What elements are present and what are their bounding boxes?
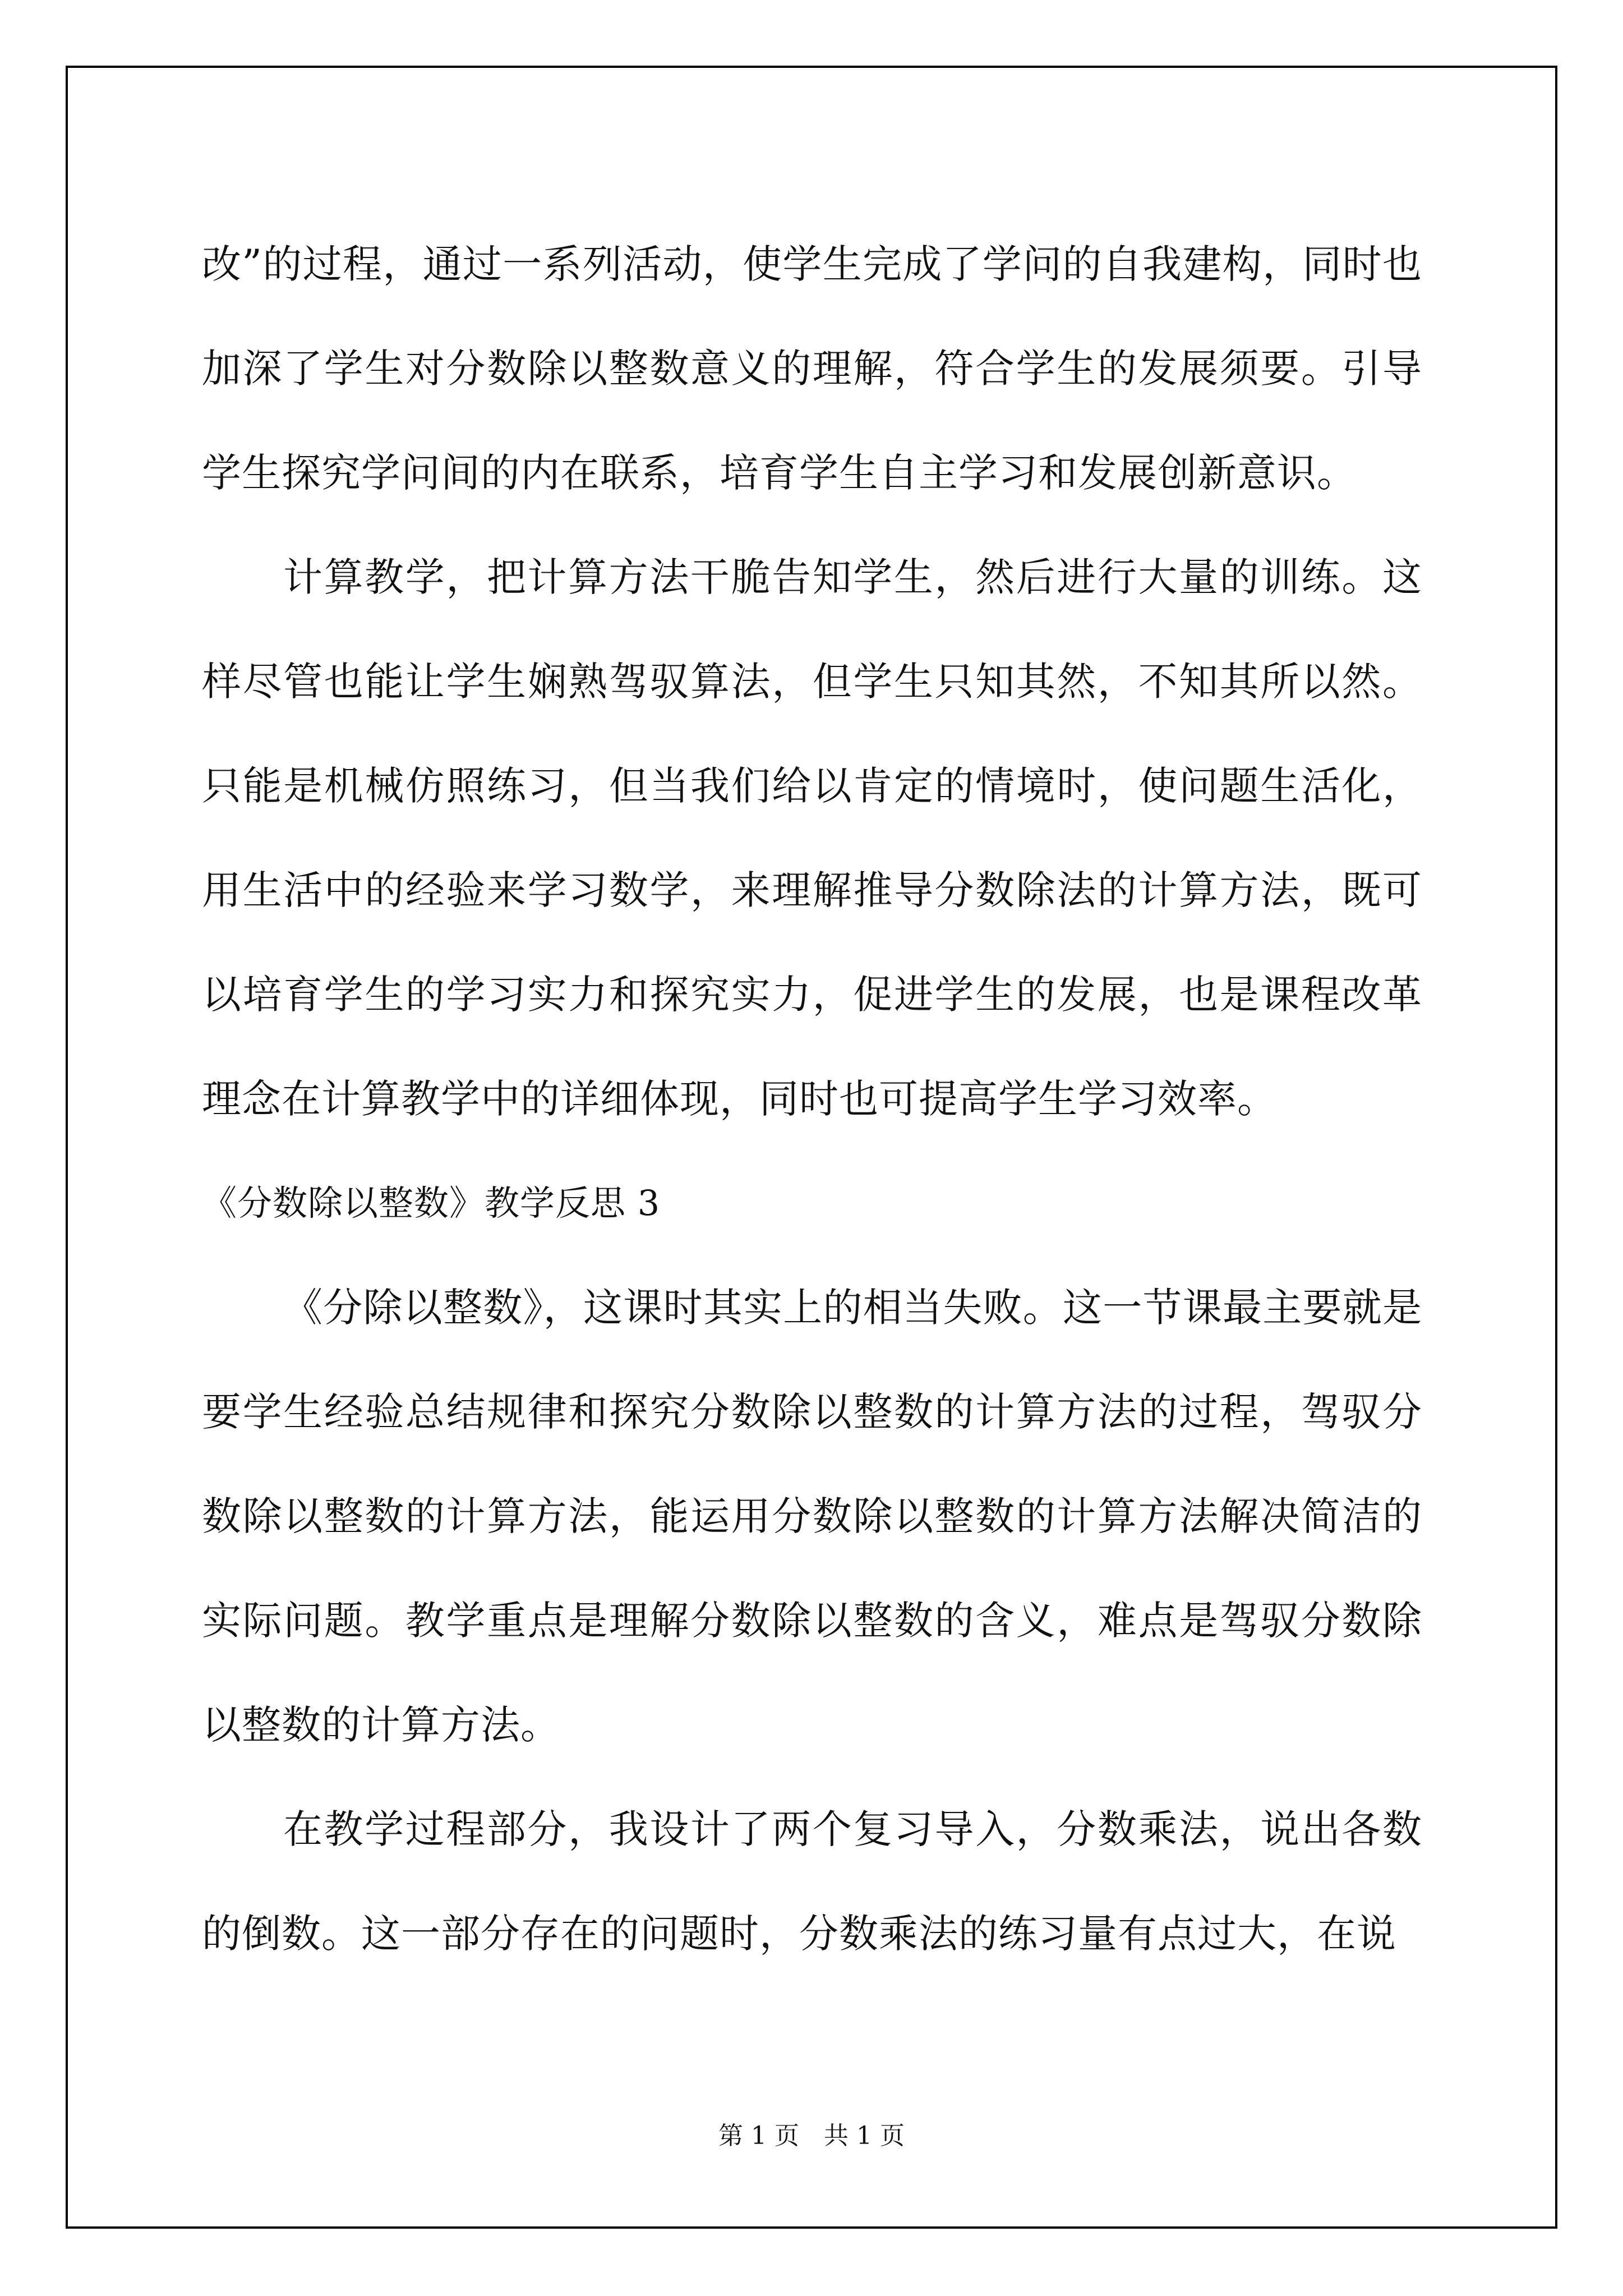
- paragraph-2: 计算教学，把计算方法干脆告知学生，然后进行大量的训练。这样尽管也能让学生娴熟驾驭算法，但学生只知其然，不知其所以然。只能是机械仿照练习，但当我们给以肯定的情境时，使问题生活化，用生活中的经验来学习数学，来理解推导分数除法的计算方法，既可以培育学生的学习实力和探究实力，促进学生的发展，也是课程改革理念在计算教学中的详细体现，同时也可提高学生学习效率。: [202, 554, 1422, 1122]
- page-number-current: 第 1 页: [718, 2122, 799, 2150]
- document-body: [202, 212, 1422, 1986]
- page-footer: [0, 2119, 1623, 2153]
- section-heading: 《分数除以整数》教学反思 3: [202, 1182, 661, 1223]
- paragraph-4: 在教学过程部分，我设计了两个复习导入，分数乘法，说出各数的倒数。这一部分存在的问题时，分数乘法的练习量有点过大，在说: [202, 1806, 1422, 1957]
- page-number-total: 共 1 页: [824, 2122, 905, 2150]
- paragraph-1: 改”的过程，通过一系列活动，使学生完成了学问的自我建构，同时也加深了学生对分数除以整数意义的理解，符合学生的发展须要。引导学生探究学问间的内在联系，培育学生自主学习和发展创新意识。: [202, 241, 1422, 496]
- paragraph-3: 《分除以整数》，这课时其实上的相当失败。这一节课最主要就是要学生经验总结规律和探究分数除以整数的计算方法的过程，驾驭分数除以整数的计算方法，能运用分数除以整数的计算方法解决简洁的实际问题。教学重点是理解分数除以整数的含义，难点是驾驭分数除以整数的计算方法。: [202, 1285, 1422, 1748]
